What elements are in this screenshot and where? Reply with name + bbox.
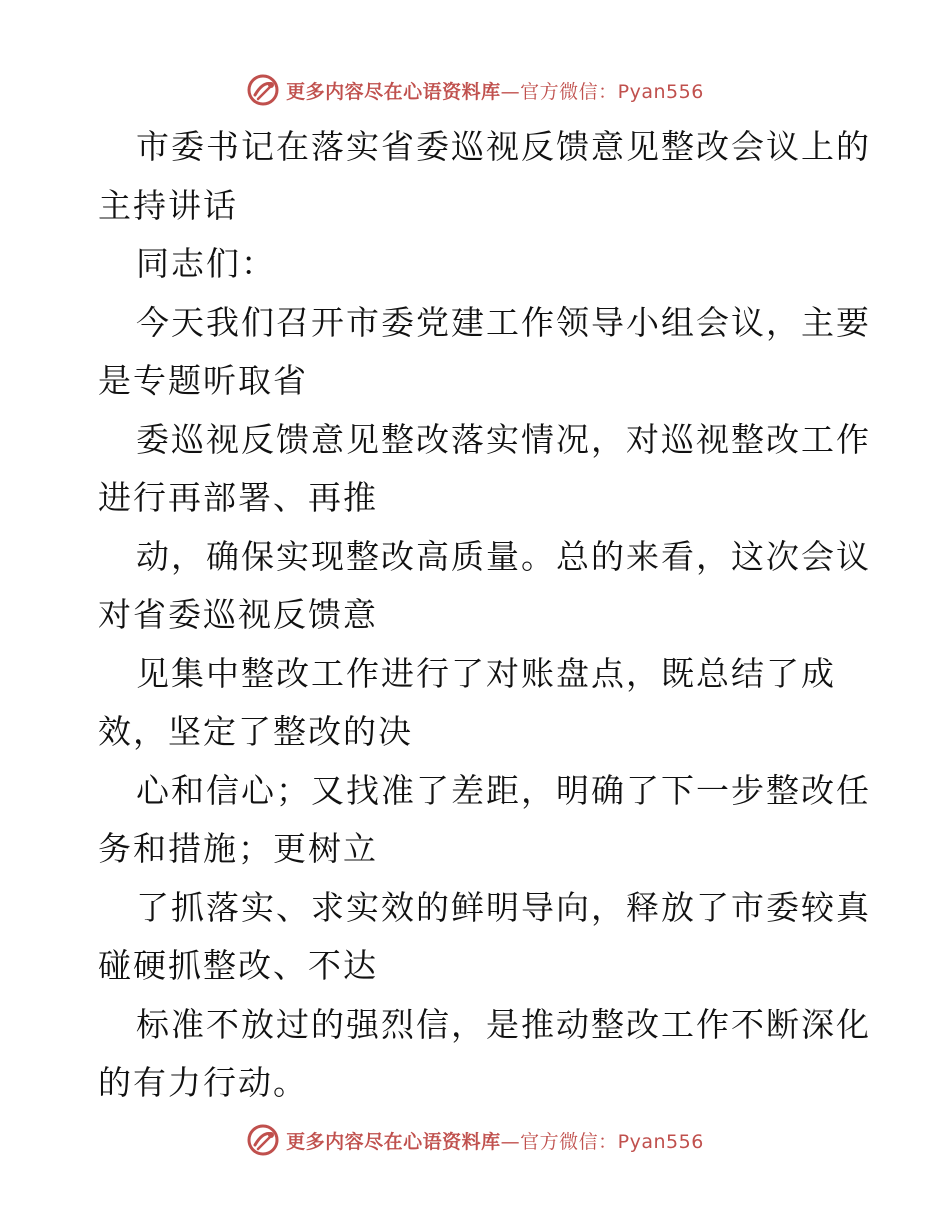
wechat-label: 官方微信：Pyan556 bbox=[520, 1130, 704, 1153]
document-line: 是专题听取省 bbox=[98, 361, 308, 400]
document-line: 心和信心；又找准了差距，明确了下一步整改任 bbox=[136, 770, 871, 810]
document-line: 务和措施；更树立 bbox=[98, 829, 378, 868]
seal-logo-icon bbox=[246, 73, 280, 107]
document-line: 进行再部署、再推 bbox=[98, 478, 378, 517]
document-line: 了抓落实、求实效的鲜明导向，释放了市委较真 bbox=[136, 887, 871, 927]
banner-text bbox=[286, 77, 704, 104]
seal-logo-icon bbox=[246, 1123, 280, 1157]
document-body bbox=[98, 118, 871, 1113]
document-line: 市委书记在落实省委巡视反馈意见整改会议上的 bbox=[136, 127, 871, 166]
library-name: 更多内容尽在心语资料库 bbox=[286, 80, 501, 103]
footer-banner bbox=[0, 1120, 950, 1160]
document-line: 同志们： bbox=[136, 244, 276, 283]
document-line: 对省委巡视反馈意 bbox=[98, 595, 378, 634]
document-line: 主持讲话 bbox=[98, 185, 238, 225]
document-line: 动，确保实现整改高质量。总的来看，这次会议 bbox=[136, 536, 871, 576]
banner-text bbox=[286, 1127, 704, 1154]
library-name: 更多内容尽在心语资料库 bbox=[286, 1130, 501, 1153]
document-line: 见集中整改工作进行了对账盘点，既总结了成 bbox=[136, 653, 836, 693]
document-line: 委巡视反馈意见整改落实情况，对巡视整改工作 bbox=[136, 419, 871, 459]
document-line: 标准不放过的强烈信，是推动整改工作不断深化 bbox=[136, 1004, 871, 1044]
document-line: 的有力行动。 bbox=[98, 1063, 308, 1102]
document-line: 效，坚定了整改的决 bbox=[98, 712, 413, 751]
banner-dash: — bbox=[500, 1130, 521, 1153]
wechat-label: 官方微信：Pyan556 bbox=[520, 80, 704, 103]
header-banner bbox=[0, 70, 950, 110]
document-line: 碰硬抓整改、不达 bbox=[98, 946, 378, 985]
banner-dash: — bbox=[500, 80, 521, 103]
document-line: 今天我们召开市委党建工作领导小组会议，主要 bbox=[136, 302, 871, 342]
